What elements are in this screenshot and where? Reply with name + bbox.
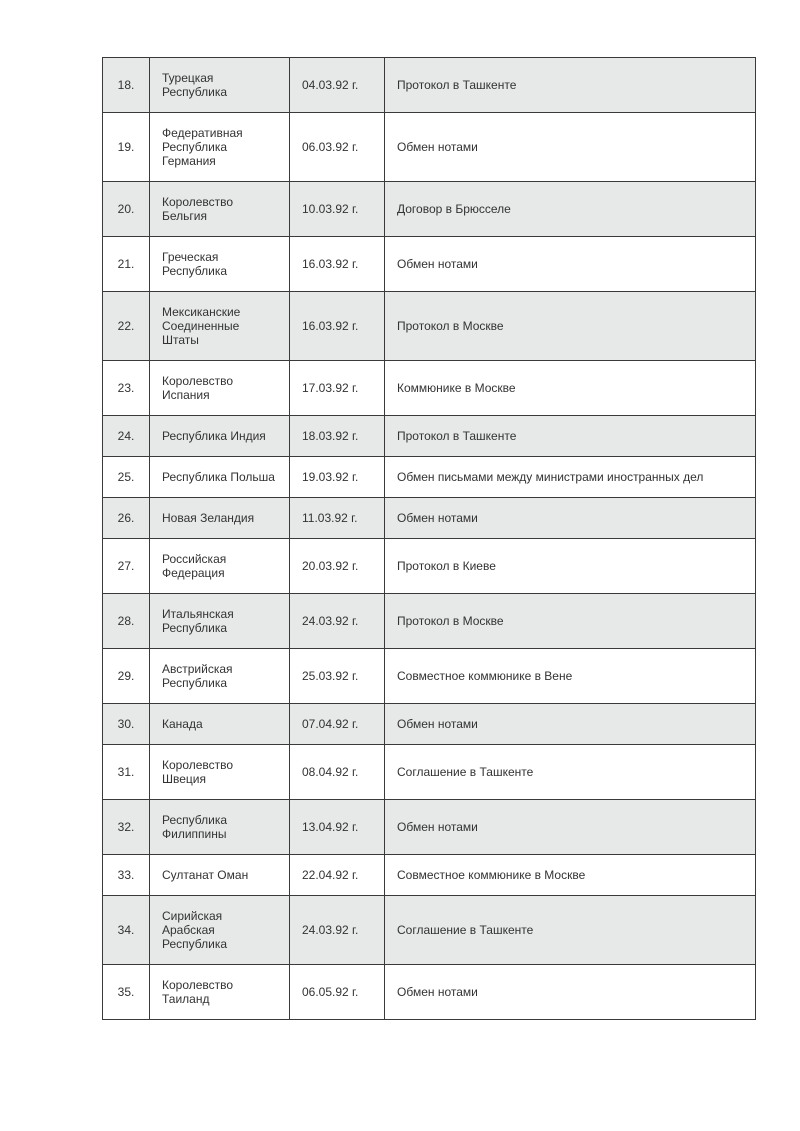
establishment-date: 24.03.92 г. <box>302 614 359 628</box>
row-number: 33. <box>117 868 135 882</box>
document-type-cell <box>385 182 756 237</box>
establishment-date-cell <box>290 800 385 855</box>
table-row <box>103 649 756 704</box>
country-name-cell <box>150 649 290 704</box>
country-name-cell <box>150 58 290 113</box>
document-type: Обмен нотами <box>397 717 478 731</box>
establishment-date: 24.03.92 г. <box>302 923 359 937</box>
country-name: Федеративная Республика Германия <box>162 126 243 168</box>
establishment-date-cell <box>290 416 385 457</box>
country-name: Королевство Швеция <box>162 758 234 786</box>
document-type-cell <box>385 292 756 361</box>
row-number: 26. <box>117 511 135 525</box>
document-type: Протокол в Москве <box>397 614 504 628</box>
country-name: Королевство Бельгия <box>162 195 234 223</box>
establishment-date-cell <box>290 292 385 361</box>
table-row <box>103 704 756 745</box>
row-number: 25. <box>117 470 135 484</box>
establishment-date: 19.03.92 г. <box>302 470 359 484</box>
country-name: Республика Филиппины <box>162 813 228 841</box>
establishment-date-cell <box>290 855 385 896</box>
document-type-cell <box>385 704 756 745</box>
country-name: Новая Зеландия <box>162 511 255 525</box>
row-number-cell <box>103 965 150 1020</box>
table-row <box>103 896 756 965</box>
row-number: 19. <box>117 140 135 154</box>
document-type-cell <box>385 594 756 649</box>
row-number-cell <box>103 539 150 594</box>
table-row <box>103 965 756 1020</box>
table-row <box>103 855 756 896</box>
row-number: 18. <box>117 78 135 92</box>
country-name-cell <box>150 855 290 896</box>
row-number-cell <box>103 896 150 965</box>
establishment-date: 16.03.92 г. <box>302 319 359 333</box>
document-type: Соглашение в Ташкенте <box>397 765 534 779</box>
document-type-cell <box>385 361 756 416</box>
country-name: Австрийская Республика <box>162 662 233 690</box>
country-name: Республика Индия <box>162 429 266 443</box>
document-type: Протокол в Москве <box>397 319 504 333</box>
row-number: 22. <box>117 319 135 333</box>
row-number-cell <box>103 457 150 498</box>
document-type-cell <box>385 745 756 800</box>
row-number-cell <box>103 182 150 237</box>
row-number-cell <box>103 704 150 745</box>
country-name: Мексиканские Соединенные Штаты <box>162 305 241 347</box>
table-row <box>103 361 756 416</box>
establishment-date-cell <box>290 457 385 498</box>
document-type: Коммюнике в Москве <box>397 381 516 395</box>
establishment-date-cell <box>290 965 385 1020</box>
document-type-cell <box>385 800 756 855</box>
establishment-date: 04.03.92 г. <box>302 78 359 92</box>
establishment-date: 07.04.92 г. <box>302 717 359 731</box>
document-type-cell <box>385 649 756 704</box>
table-row <box>103 498 756 539</box>
row-number: 28. <box>117 614 135 628</box>
establishment-date-cell <box>290 58 385 113</box>
establishment-date: 06.03.92 г. <box>302 140 359 154</box>
country-name: Сирийская Арабская Республика <box>162 909 228 951</box>
country-name-cell <box>150 965 290 1020</box>
table-row <box>103 182 756 237</box>
row-number-cell <box>103 649 150 704</box>
table-row <box>103 237 756 292</box>
establishment-date: 13.04.92 г. <box>302 820 359 834</box>
country-name-cell <box>150 539 290 594</box>
row-number-cell <box>103 745 150 800</box>
establishment-date: 20.03.92 г. <box>302 559 359 573</box>
document-type-cell <box>385 855 756 896</box>
document-type: Договор в Брюсселе <box>397 202 511 216</box>
establishment-date: 16.03.92 г. <box>302 257 359 271</box>
establishment-date-cell <box>290 649 385 704</box>
document-type-cell <box>385 237 756 292</box>
country-name-cell <box>150 594 290 649</box>
table-row <box>103 800 756 855</box>
row-number: 30. <box>117 717 135 731</box>
document-type: Обмен нотами <box>397 985 478 999</box>
document-type: Обмен письмами между министрами иностранных дел <box>397 470 704 484</box>
document-type: Соглашение в Ташкенте <box>397 923 534 937</box>
row-number-cell <box>103 498 150 539</box>
establishment-date-cell <box>290 237 385 292</box>
row-number: 21. <box>117 257 135 271</box>
establishment-date-cell <box>290 498 385 539</box>
establishment-date-cell <box>290 896 385 965</box>
establishment-date-cell <box>290 113 385 182</box>
row-number: 29. <box>117 669 135 683</box>
establishment-date-cell <box>290 594 385 649</box>
row-number-cell <box>103 594 150 649</box>
row-number-cell <box>103 416 150 457</box>
row-number: 27. <box>117 559 135 573</box>
country-name-cell <box>150 292 290 361</box>
table-row <box>103 58 756 113</box>
document-type-cell <box>385 58 756 113</box>
establishment-date: 25.03.92 г. <box>302 669 359 683</box>
establishment-date: 06.05.92 г. <box>302 985 359 999</box>
country-name-cell <box>150 896 290 965</box>
document-type-cell <box>385 498 756 539</box>
document-type: Протокол в Ташкенте <box>397 429 517 443</box>
row-number-cell <box>103 292 150 361</box>
establishment-date: 08.04.92 г. <box>302 765 359 779</box>
country-name-cell <box>150 457 290 498</box>
establishment-date-cell <box>290 745 385 800</box>
document-type: Обмен нотами <box>397 140 478 154</box>
row-number: 35. <box>117 985 135 999</box>
establishment-date: 22.04.92 г. <box>302 868 359 882</box>
row-number: 24. <box>117 429 135 443</box>
row-number-cell <box>103 237 150 292</box>
country-name: Султанат Оман <box>162 868 249 882</box>
document-type: Обмен нотами <box>397 820 478 834</box>
table-row <box>103 539 756 594</box>
document-type-cell <box>385 457 756 498</box>
table-row <box>103 113 756 182</box>
document-type-cell <box>385 965 756 1020</box>
country-name: Королевство Таиланд <box>162 978 234 1006</box>
row-number: 34. <box>117 923 135 937</box>
document-type: Совместное коммюнике в Москве <box>397 868 586 882</box>
establishment-date-cell <box>290 361 385 416</box>
document-type: Протокол в Ташкенте <box>397 78 517 92</box>
country-name-cell <box>150 113 290 182</box>
country-name-cell <box>150 704 290 745</box>
document-type-cell <box>385 539 756 594</box>
country-name-cell <box>150 182 290 237</box>
document-type-cell <box>385 113 756 182</box>
document-type-cell <box>385 416 756 457</box>
row-number: 32. <box>117 820 135 834</box>
country-name-cell <box>150 498 290 539</box>
row-number-cell <box>103 58 150 113</box>
diplomatic-relations-table <box>102 57 756 1020</box>
country-name: Республика Польша <box>162 470 275 484</box>
establishment-date-cell <box>290 182 385 237</box>
country-name-cell <box>150 416 290 457</box>
document-type: Протокол в Киеве <box>397 559 496 573</box>
document-type: Совместное коммюнике в Вене <box>397 669 573 683</box>
document-type-cell <box>385 896 756 965</box>
country-name: Турецкая Республика <box>162 71 228 99</box>
row-number-cell <box>103 855 150 896</box>
row-number: 20. <box>117 202 135 216</box>
row-number-cell <box>103 800 150 855</box>
row-number: 31. <box>117 765 135 779</box>
table-row <box>103 416 756 457</box>
establishment-date: 11.03.92 г. <box>302 511 358 525</box>
establishment-date: 17.03.92 г. <box>302 381 359 395</box>
establishment-date-cell <box>290 704 385 745</box>
establishment-date: 18.03.92 г. <box>302 429 359 443</box>
country-name-cell <box>150 745 290 800</box>
row-number-cell <box>103 361 150 416</box>
country-name: Канада <box>162 717 203 731</box>
row-number: 23. <box>117 381 135 395</box>
country-name: Итальянская Республика <box>162 607 234 635</box>
document-type: Обмен нотами <box>397 511 478 525</box>
establishment-date-cell <box>290 539 385 594</box>
table-row <box>103 745 756 800</box>
country-name: Греческая Республика <box>162 250 228 278</box>
table-row <box>103 292 756 361</box>
country-name-cell <box>150 361 290 416</box>
country-name-cell <box>150 237 290 292</box>
country-name-cell <box>150 800 290 855</box>
table-row <box>103 457 756 498</box>
country-name: Королевство Испания <box>162 374 234 402</box>
country-name: Российская Федерация <box>162 552 227 580</box>
establishment-date: 10.03.92 г. <box>302 202 359 216</box>
row-number-cell <box>103 113 150 182</box>
document-type: Обмен нотами <box>397 257 478 271</box>
table-row <box>103 594 756 649</box>
